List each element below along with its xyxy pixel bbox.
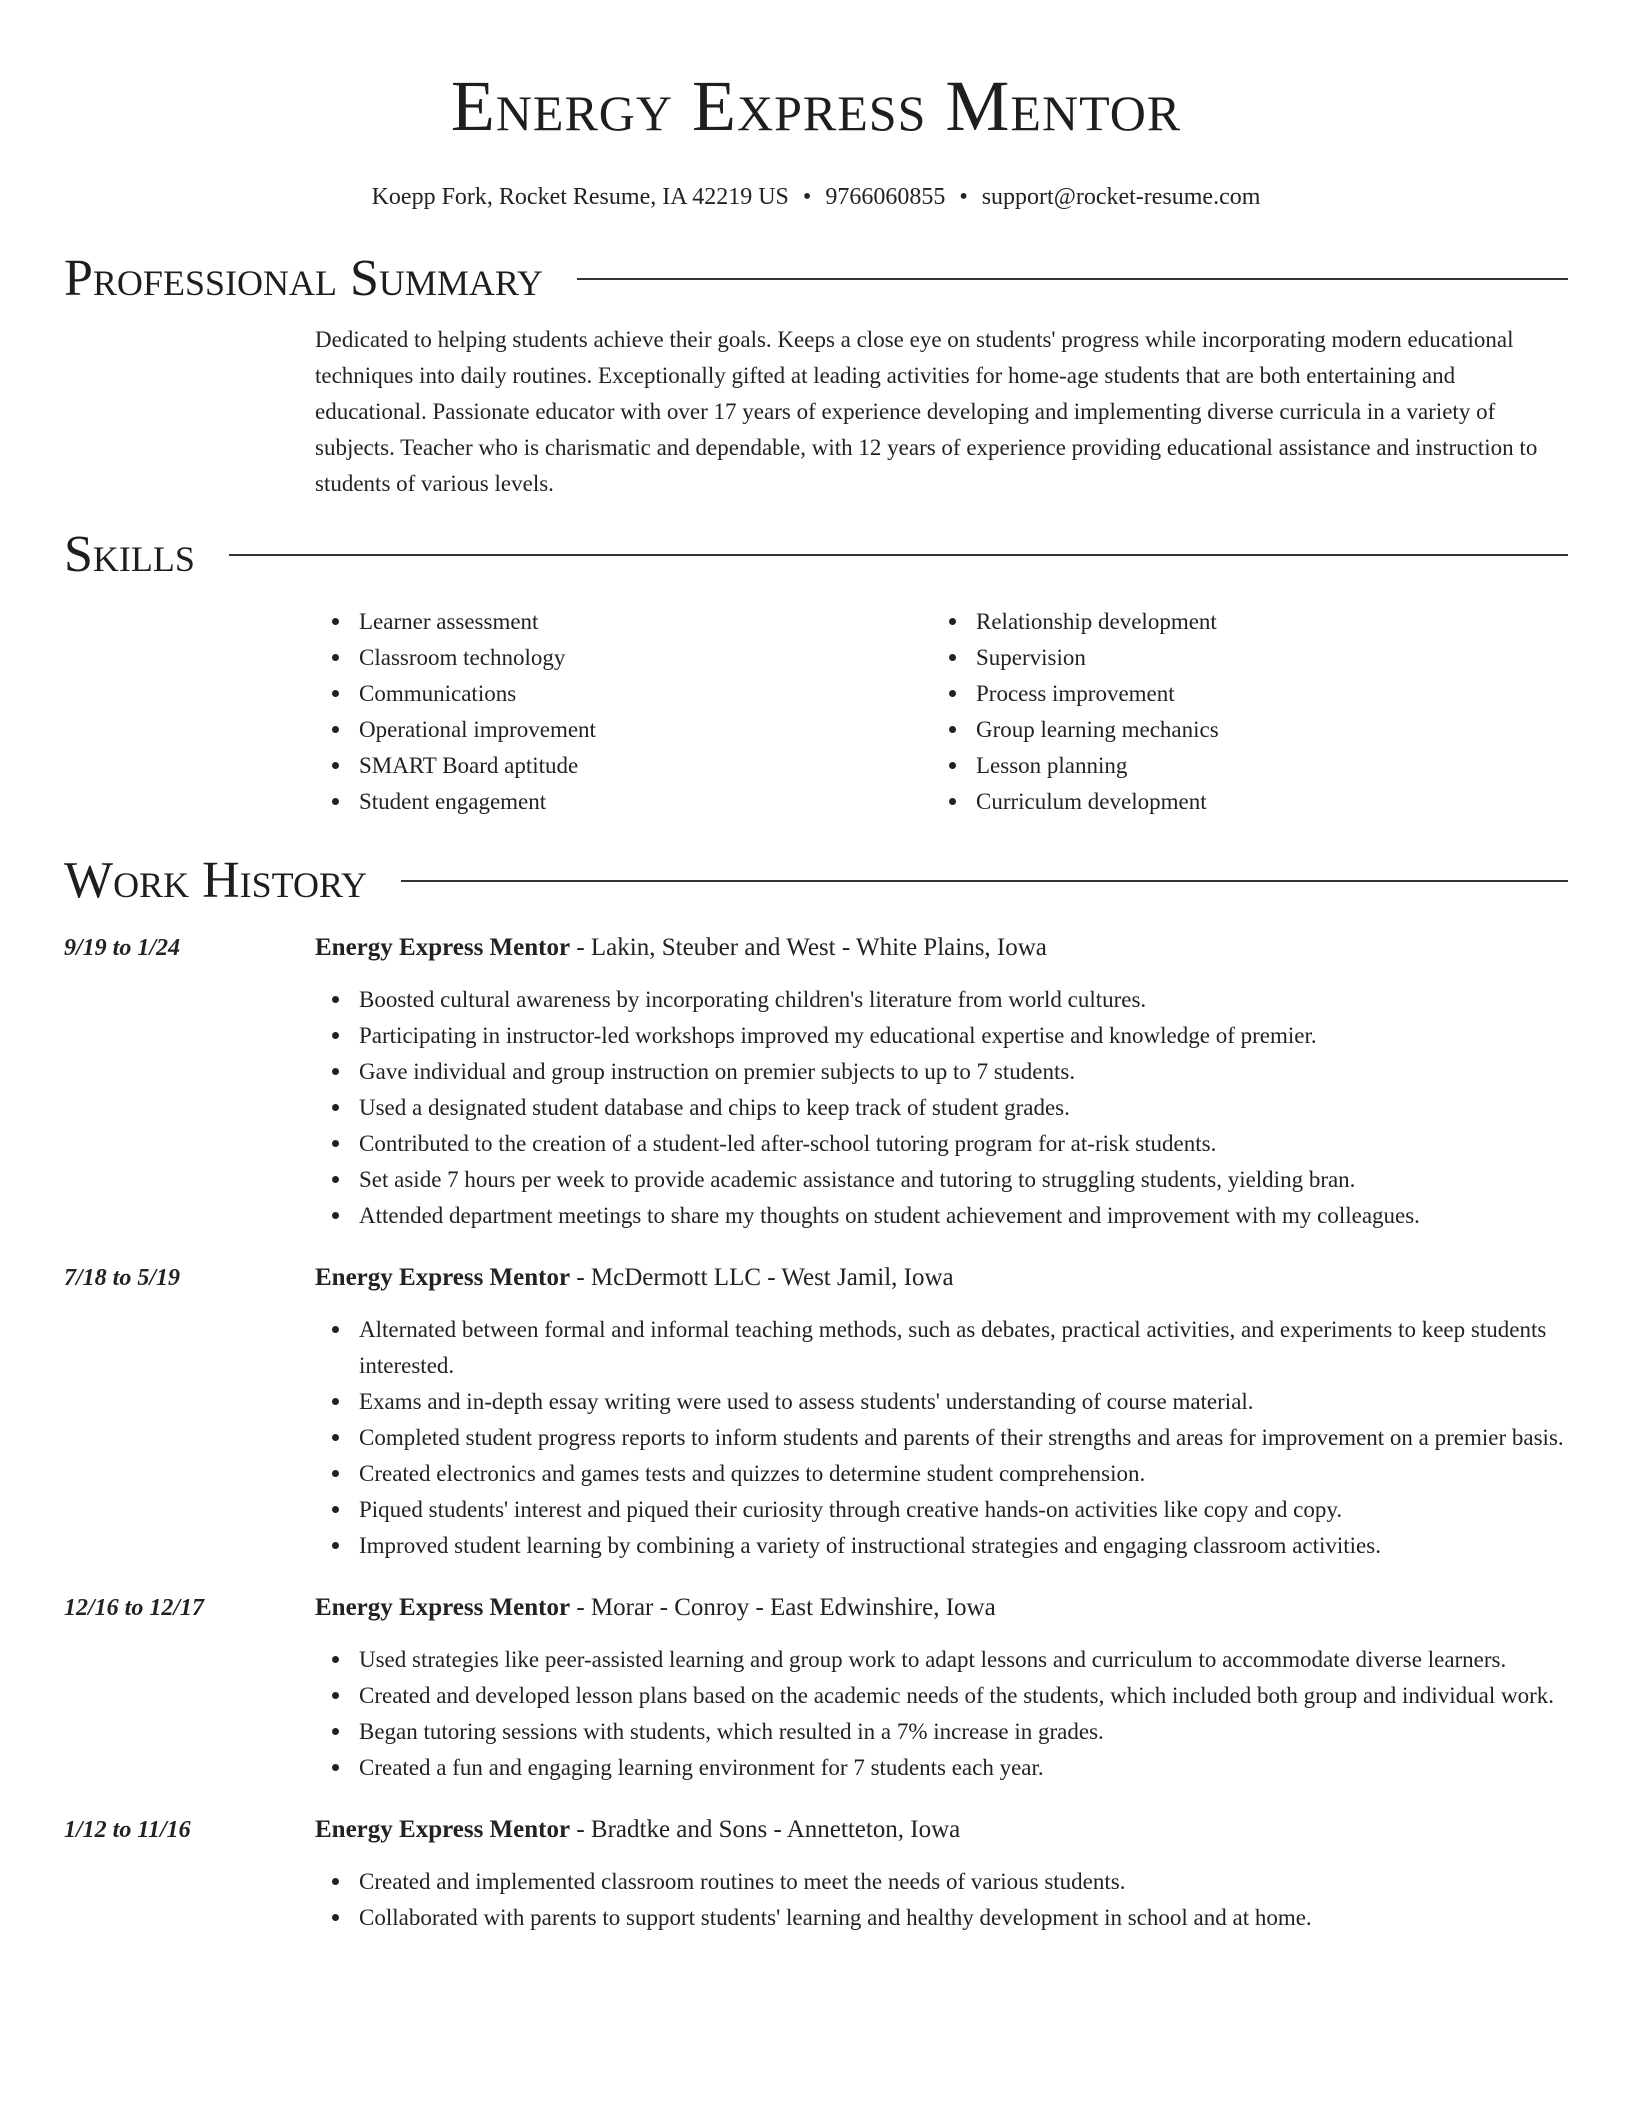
- list-item: [315, 1420, 1568, 1456]
- job-dates: 12/16 to 12/17: [64, 1595, 205, 1621]
- list-item: [315, 1864, 1568, 1900]
- list-item: [315, 1162, 1568, 1198]
- bullet-icon: [332, 1434, 339, 1441]
- contact-address: Koepp Fork, Rocket Resume, IA 42219 US: [371, 184, 789, 210]
- job-heading: [315, 1590, 1568, 1626]
- job-employer-location: - McDermott LLC - West Jamil, Iowa: [570, 1264, 954, 1291]
- list-item-text: SMART Board aptitude: [359, 753, 579, 778]
- list-item-text: Process improvement: [976, 681, 1175, 706]
- skills-right-column: [932, 604, 1549, 820]
- skills-header: [64, 524, 1568, 586]
- list-item-text: Contributed to the creation of a student-led after-school tutoring program for at-risk students.: [359, 1131, 1217, 1156]
- job-dates: 7/18 to 5/19: [64, 1265, 181, 1291]
- skill-item: [315, 784, 932, 820]
- list-item-text: Exams and in-depth essay writing were used to assess students' understanding of course material.: [359, 1389, 1254, 1414]
- job-content: [315, 1260, 1568, 1564]
- work-history-header: [64, 850, 1568, 912]
- job-bullets: [315, 1864, 1568, 1936]
- skill-item: [932, 604, 1549, 640]
- job-heading: [315, 930, 1568, 966]
- bullet-icon: [332, 1176, 339, 1183]
- bullet-icon: [949, 798, 956, 805]
- list-item: [315, 1750, 1568, 1786]
- skill-item: [932, 784, 1549, 820]
- contact-separator: •: [959, 184, 968, 210]
- list-item: [315, 1198, 1568, 1234]
- skills-title: Skills: [64, 526, 195, 583]
- bullet-icon: [949, 726, 956, 733]
- summary-text: Dedicated to helping students achieve their goals. Keeps a close eye on students' progress while incorporating modern educational techniques into daily routines. Exceptionally gifted at leading activities for home-age students that are both entertaining and educational. Passionate educator with over 17 years of experience developing and implementing diverse curricula in a variety of subjects. Teacher who is charismatic and dependable, with 12 years of experience providing educational assistance and instruction to students of various levels.: [315, 327, 1538, 496]
- job-title: Energy Express Mentor: [315, 1264, 571, 1291]
- bullet-icon: [332, 618, 339, 625]
- skill-item: [315, 712, 932, 748]
- list-item: [315, 1384, 1568, 1420]
- bullet-icon: [332, 1656, 339, 1663]
- skill-item: [932, 676, 1549, 712]
- list-item-text: Created electronics and games tests and quizzes to determine student comprehension.: [359, 1461, 1146, 1486]
- job-heading: [315, 1260, 1568, 1296]
- bullet-icon: [332, 1032, 339, 1039]
- contact-phone: 9766060855: [825, 184, 946, 210]
- list-item: [315, 1126, 1568, 1162]
- list-item-text: Relationship development: [976, 609, 1217, 634]
- section-divider: [401, 880, 1568, 882]
- job-content: [315, 930, 1568, 1234]
- skill-item: [315, 748, 932, 784]
- list-item: [315, 1714, 1568, 1750]
- list-item: [315, 1312, 1568, 1384]
- job-title: Energy Express Mentor: [315, 1594, 571, 1621]
- summary-section: [64, 248, 1568, 502]
- bullet-icon: [332, 690, 339, 697]
- list-item-text: Participating in instructor-led workshops improved my educational expertise and knowledge of premier.: [359, 1023, 1317, 1048]
- candidate-name: Energy Express Mentor: [450, 66, 1182, 146]
- bullet-icon: [332, 762, 339, 769]
- list-item-text: Learner assessment: [359, 609, 539, 634]
- skill-item: [932, 640, 1549, 676]
- list-item-text: Curriculum development: [976, 789, 1207, 814]
- bullet-icon: [332, 1728, 339, 1735]
- job-employer-location: - Bradtke and Sons - Annetteton, Iowa: [570, 1816, 961, 1843]
- skills-columns: [315, 604, 1568, 820]
- list-item-text: Created and implemented classroom routines to meet the needs of various students.: [359, 1869, 1126, 1894]
- list-item-text: Created a fun and engaging learning environment for 7 students each year.: [359, 1755, 1044, 1780]
- list-item-text: Operational improvement: [359, 717, 596, 742]
- list-item-text: Used a designated student database and chips to keep track of student grades.: [359, 1095, 1070, 1120]
- list-item-text: Completed student progress reports to inform students and parents of their strengths and areas for improvement on a premier basis.: [359, 1425, 1564, 1450]
- section-divider: [577, 278, 1568, 280]
- contact-separator: •: [802, 184, 812, 210]
- list-item-text: Attended department meetings to share my thoughts on student achievement and improvement with my colleagues.: [359, 1203, 1420, 1228]
- list-item: [315, 1018, 1568, 1054]
- list-item-text: Gave individual and group instruction on premier subjects to up to 7 students.: [359, 1059, 1076, 1084]
- bullet-icon: [332, 1542, 339, 1549]
- list-item-text: Improved student learning by combining a variety of instructional strategies and engaging classroom activities.: [359, 1533, 1381, 1558]
- bullet-icon: [332, 1104, 339, 1111]
- job-bullets: [315, 1642, 1568, 1786]
- job-entry: [64, 1260, 1568, 1564]
- bullet-icon: [332, 1326, 339, 1333]
- job-employer-location: - Lakin, Steuber and West - White Plains, Iowa: [570, 934, 1047, 961]
- job-dates: 9/19 to 1/24: [64, 935, 181, 961]
- skills-section: [64, 524, 1568, 820]
- bullet-icon: [332, 1914, 339, 1921]
- list-item-text: Collaborated with parents to support students' learning and healthy development in school and at home.: [359, 1905, 1312, 1930]
- list-item-text: Communications: [359, 681, 517, 706]
- bullet-icon: [949, 654, 956, 661]
- job-content: [315, 1812, 1568, 1936]
- list-item: [315, 982, 1568, 1018]
- contact-line: [64, 180, 1568, 214]
- summary-header: [64, 248, 1568, 310]
- contact-email: support@rocket-resume.com: [981, 184, 1261, 210]
- job-heading: [315, 1812, 1568, 1848]
- list-item-text: Classroom technology: [359, 645, 566, 670]
- list-item-text: Set aside 7 hours per week to provide academic assistance and tutoring to struggling students, yielding bran.: [359, 1167, 1356, 1192]
- bullet-icon: [949, 618, 956, 625]
- job-list: [64, 930, 1568, 1936]
- list-item: [315, 1678, 1568, 1714]
- list-item-text: Created and developed lesson plans based on the academic needs of the students, which included both group and individual work.: [359, 1683, 1555, 1708]
- bullet-icon: [332, 1506, 339, 1513]
- skills-left-column: [315, 604, 932, 820]
- list-item-text: Alternated between formal and informal teaching methods, such as debates, practical activities, and experiments to keep students interested.: [359, 1317, 1547, 1378]
- job-title: Energy Express Mentor: [315, 934, 571, 961]
- bullet-icon: [949, 690, 956, 697]
- job-bullets: [315, 1312, 1568, 1564]
- list-item: [315, 1090, 1568, 1126]
- bullet-icon: [332, 726, 339, 733]
- bullet-icon: [332, 1398, 339, 1405]
- list-item: [315, 1642, 1568, 1678]
- job-title: Energy Express Mentor: [315, 1816, 571, 1843]
- list-item: [315, 1900, 1568, 1936]
- list-item-text: Began tutoring sessions with students, which resulted in a 7% increase in grades.: [359, 1719, 1104, 1744]
- job-bullets: [315, 982, 1568, 1234]
- bullet-icon: [332, 1470, 339, 1477]
- bullet-icon: [332, 798, 339, 805]
- summary-title: Professional Summary: [64, 250, 543, 307]
- skill-item: [315, 640, 932, 676]
- list-item: [315, 1456, 1568, 1492]
- list-item: [315, 1528, 1568, 1564]
- skill-item: [315, 676, 932, 712]
- list-item-text: Group learning mechanics: [976, 717, 1219, 742]
- bullet-icon: [332, 654, 339, 661]
- bullet-icon: [332, 1068, 339, 1075]
- bullet-icon: [332, 1140, 339, 1147]
- list-item-text: Student engagement: [359, 789, 547, 814]
- job-content: [315, 1590, 1568, 1786]
- bullet-icon: [332, 996, 339, 1003]
- work-history-title: Work History: [64, 852, 368, 909]
- skill-item: [932, 748, 1549, 784]
- bullet-icon: [332, 1764, 339, 1771]
- job-entry: [64, 1812, 1568, 1936]
- job-entry: [64, 930, 1568, 1234]
- skill-item: [315, 604, 932, 640]
- list-item-text: Used strategies like peer-assisted learning and group work to adapt lessons and curriculum to accommodate diverse learners.: [359, 1647, 1507, 1672]
- bullet-icon: [949, 762, 956, 769]
- skill-item: [932, 712, 1549, 748]
- list-item: [315, 1054, 1568, 1090]
- list-item-text: Boosted cultural awareness by incorporating children's literature from world cultures.: [359, 987, 1147, 1012]
- list-item: [315, 1492, 1568, 1528]
- bullet-icon: [332, 1878, 339, 1885]
- section-divider: [229, 554, 1568, 556]
- job-entry: [64, 1590, 1568, 1786]
- bullet-icon: [332, 1692, 339, 1699]
- job-dates: 1/12 to 11/16: [64, 1817, 191, 1843]
- bullet-icon: [332, 1212, 339, 1219]
- job-employer-location: - Morar - Conroy - East Edwinshire, Iowa: [570, 1594, 996, 1621]
- work-history-section: [64, 850, 1568, 1936]
- list-item-text: Piqued students' interest and piqued their curiosity through creative hands-on activities like copy and copy.: [359, 1497, 1343, 1522]
- list-item-text: Supervision: [976, 645, 1086, 670]
- list-item-text: Lesson planning: [976, 753, 1128, 778]
